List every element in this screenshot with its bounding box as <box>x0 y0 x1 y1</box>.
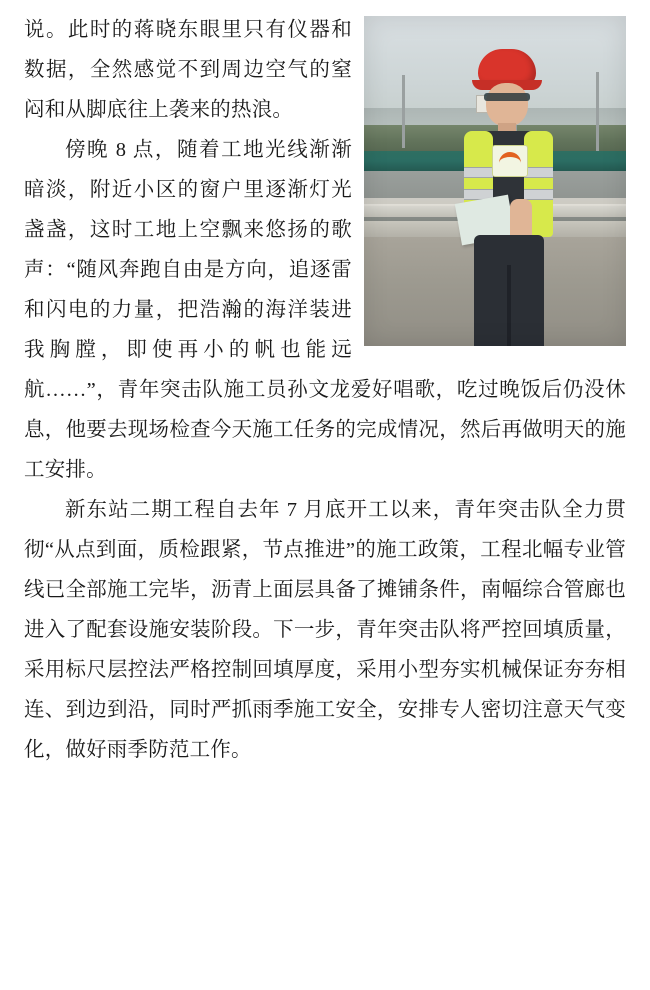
photo-worker <box>452 49 572 346</box>
article-photo-figure <box>364 16 626 346</box>
glasses-icon <box>484 93 530 101</box>
company-logo-icon <box>492 145 528 177</box>
vest-reflective-band <box>524 189 553 200</box>
paragraph-3: 新东站二期工程自去年 7 月底开工以来，青年突击队全力贯彻“从点到面，质检跟紧，节点推进”的施工政策，工程北幅专业管线已全部施工完毕，沥青上面层具备了摊铺条件，南幅综合管廊也进入了配套设施安装阶段。下一步，青年突击队将严控回填质量，采用标尺层控法严格控制回填厚度，采用小型夯实机械保证夯夯相连、到边到沿，同时严抓雨季施工安全，安排专人密切注意天气变化，做好雨季防范工作。 <box>24 499 626 761</box>
worker-pants <box>474 235 544 346</box>
photo-pole <box>596 72 599 151</box>
photo-pole <box>402 75 405 148</box>
vest-reflective-band <box>524 167 553 178</box>
paragraph-1: 说。此时的蒋晓东眼里只有仪器和数据，全然感觉不到周边空气的窒闷和从脚底往上袭来的热浪。 <box>24 19 352 121</box>
worker-photo <box>364 16 626 346</box>
paragraph-2: 傍晚 8 点，随着工地光线渐渐暗淡，附近小区的窗户里逐渐灯光盏盏，这时工地上空飘来悠扬的歌声：“随风奔跑自由是方向，追逐雷和闪电的力量，把浩瀚的海洋装进我胸膛，即使再小的帆也能远航……”，青年突击队施工员孙文龙爱好唱歌，吃过晚饭后仍没休息，他要去现场检查今天施工任务的完成情况，然后再做明天的施工安排。 <box>24 139 626 481</box>
worker-face <box>486 83 528 127</box>
vest-reflective-band <box>464 167 493 178</box>
article-body <box>24 10 626 770</box>
